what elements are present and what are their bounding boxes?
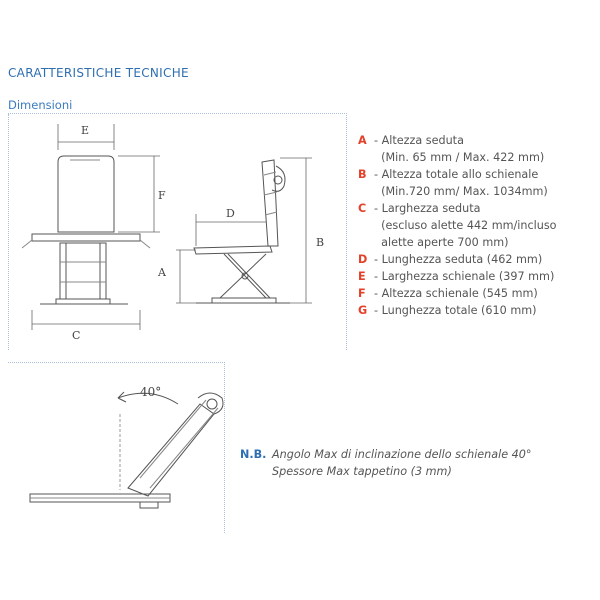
legend-item-b — [358, 166, 557, 183]
legend-item-f — [358, 285, 557, 302]
section-title: CARATTERISTICHE TECNICHE — [8, 66, 189, 80]
label-a: A — [158, 266, 166, 279]
legend-item-e — [358, 268, 557, 285]
label-b: B — [316, 236, 325, 249]
dimensions-legend — [358, 132, 557, 319]
note-line-1: Angolo Max di inclinazione dello schienale 40° — [272, 448, 532, 461]
legend-letter: B — [358, 168, 367, 181]
legend-item-a — [358, 132, 557, 149]
legend-item-a-line-2 — [358, 149, 557, 166]
legend-letter — [358, 183, 374, 200]
legend-text: alette aperte 700 mm) — [374, 236, 509, 249]
legend-text: - Larghezza seduta — [374, 202, 481, 215]
legend-text: - Lunghezza totale (610 mm) — [374, 304, 537, 317]
legend-text: - Altezza totale allo schienale — [374, 168, 539, 181]
label-e: E — [81, 124, 90, 137]
legend-letter: C — [358, 202, 367, 215]
side-view-chair — [194, 160, 290, 303]
legend-letter — [358, 149, 374, 166]
legend-letter: E — [358, 270, 366, 283]
legend-text: - Altezza schienale (545 mm) — [374, 287, 538, 300]
front-view-chair — [22, 156, 150, 304]
legend-item-d — [358, 251, 557, 268]
note — [240, 446, 532, 480]
note-label: N.B. — [240, 448, 267, 461]
legend-letter: D — [358, 253, 368, 266]
legend-letter — [358, 234, 374, 251]
legend-letter: G — [358, 304, 368, 317]
legend-letter — [358, 217, 374, 234]
legend-letter: A — [358, 134, 367, 147]
legend-item-c — [358, 200, 557, 217]
label-f: F — [158, 189, 166, 202]
legend-text: (Min. 65 mm / Max. 422 mm) — [374, 151, 545, 164]
label-d: D — [226, 207, 235, 220]
legend-item-g — [358, 302, 557, 319]
legend-item-c-line-2 — [358, 217, 557, 234]
dimensions-subtitle: Dimensioni — [8, 98, 73, 112]
legend-text: - Larghezza schienale (397 mm) — [374, 270, 555, 283]
tilt-view-chair — [30, 392, 223, 508]
label-c: C — [72, 329, 81, 342]
legend-text: - Lunghezza seduta (462 mm) — [374, 253, 543, 266]
legend-letter: F — [358, 287, 366, 300]
legend-text: (escluso alette 442 mm/incluso — [374, 219, 557, 232]
legend-item-b-line-2 — [358, 183, 557, 200]
legend-item-c-line-3 — [358, 234, 557, 251]
note-line-2: Spessore Max tappetino (3 mm) — [272, 465, 452, 478]
legend-text: (Min.720 mm/ Max. 1034mm) — [374, 185, 548, 198]
legend-text: - Altezza seduta — [374, 134, 464, 147]
label-angle: 40° — [140, 385, 162, 399]
